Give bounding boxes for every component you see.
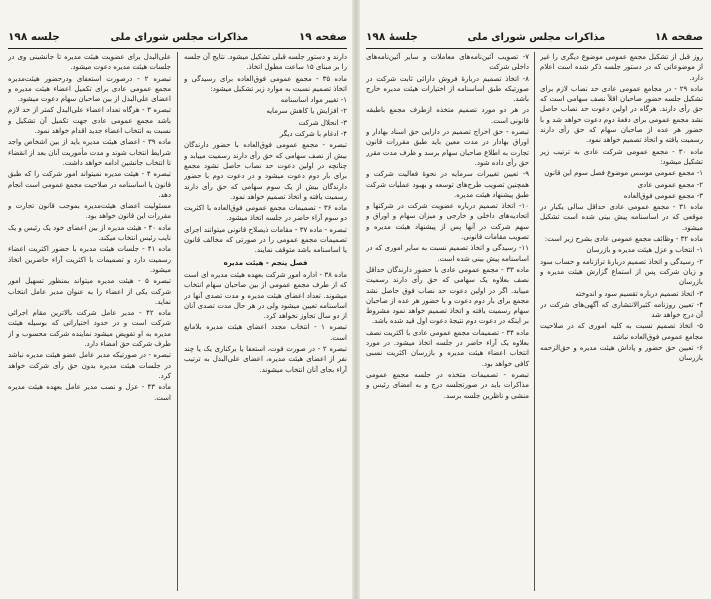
header-rule: [366, 48, 703, 49]
paragraph: در هر دو مورد تصمیم متخذه ازطرف مجمع باطبقه قانونی است.: [366, 106, 529, 125]
paragraph: تبصره - حق اخراج تصمیم در دارایی حق اسناد بهادار و اوراق بهادار در مدت معین باید طبق مقررات قانون تجارت به اطلاع صاحبان سهام برسد و ظرف مدت مقرر حق رأی داده شود.: [366, 128, 529, 167]
paragraph: ۶- تعیین حق حضور و پاداش هیئت مدیره و حق‌الزحمه بازرسان: [540, 344, 703, 363]
session-number: جلسهٔ ۱۹۸: [366, 31, 418, 43]
paragraph: ۱- تغییر مواد اساسنامه: [280, 96, 347, 105]
paragraph: تبصره - مجمع عمومی فوق‌العاده با حضور دارندگان بیش از نصف سهامی که حق رأی دارند رسمیت مییابد و چنانچه در اولین دعوت حد نصاب حاصل نشود مجمع برای بار دوم دعوت میشود و در دعوت دوم با حضور دارندگان بیش از یک سوم سهامی که حق رأی دارند رسمیت یافته و اتخاذ تصمیم خواهد نمود.: [184, 141, 347, 201]
paragraph: ۱- مجمع عمومی موسس موضوع فصل سوم این قانون: [544, 169, 703, 178]
text-column-left: [8, 52, 171, 593]
page-title: مذاکرات مجلس شورای ملی: [110, 31, 249, 43]
paragraph: ۱۱- رسیدگی و اتخاذ تصمیم نسبت به سایر اموری که در اساسنامه پیش بینی شده است.: [366, 244, 529, 263]
column-divider: [177, 52, 178, 591]
section-heading: فصل پنجم - هیئت مدیره: [223, 258, 308, 267]
paragraph: مسئولیت اعضای هیئت‌مدیره بموجب قانون تجارت و مقررات این قانون خواهد بود.: [8, 202, 171, 221]
paragraph: ۱- انتخاب و عزل هیئت مدیره و بازرسان: [586, 246, 703, 255]
paragraph: ماده ۴۰ - هیئت مدیره از بین اعضای خود یک رئیس و یک نایب رئیس انتخاب میکند.: [8, 223, 171, 243]
column-divider: [534, 52, 535, 591]
paragraph: تبصره ۳ - هرگاه تعداد اعضاء علی‌البدل کمتر از حد لازم باشد مجمع عمومی عادی جهت تکمیل آن تشکیل و نسبت به انتخاب اعضاء جدید اقدام خواهد نمود.: [8, 106, 171, 136]
paragraph: تبصره - ماده ۳۷ - مقامات ذیصلاح قانونی میتوانند اجرای تصمیمات مجمع عمومی را در صورتی که مخالف قانون یا اساسنامه باشد متوقف نمایند.: [184, 225, 347, 255]
paragraph: تبصره - در صورتیکه مدیر عامل عضو هیئت مدیره نباشد در جلسات هیئت مدیره بدون حق رأی شرکت خواهد کرد.: [8, 351, 171, 380]
paragraph: تبصره ۵ - هیئت مدیره میتواند بمنظور تسهیل امور شرکت یکی از اعضاء را به عنوان مدیر عامل انتخاب نماید.: [8, 277, 171, 306]
paragraph: ماده ۳۲ - وظائف مجمع عمومی عادی بشرح زیر است:: [544, 235, 703, 244]
paragraph: ماده ۳۰ - مجمع عمومی شرکت عادی به ترتیب زیر تشکیل میشود:: [540, 147, 703, 166]
paragraph: دارند و دستور جلسه قبلی تشکیل میشود. نتایج آن جلسه را بر مبنای ۱۵ ساعت مطول اتخاذ.: [184, 53, 347, 72]
paragraph: تبصره ۲ - درصورت استعفای ودرحضور هیئت‌مدیره مجمع عمومی عادی برای تکمیل اعضاء هیئت مدیره و اعضای علی‌البدل از بین صاحبان سهام دعوت میشود.: [8, 74, 171, 104]
paragraph: ماده ۳۳ - مجمع عمومی عادی با حضور دارندگان حداقل نصف بعلاوه یک سهامی که حق رأی دارند رسمیت مییابد. اگر در اولین دعوت حد نصاب فوق حاصل نشد مجمع برای بار دوم دعوت و با حضور هر عده از صاحبان سهام رسمیت یافته و اتخاذ تصمیم خواهد نمود مشروط بر اینکه در دعوت دوم نتیجهٔ دعوت اول قید شده باشد.: [366, 265, 529, 326]
session-number: جلسه ۱۹۸: [8, 31, 60, 43]
page-header: [8, 28, 347, 46]
paragraph: تبصره - تصمیمات متخذه در جلسه مجمع عمومی مذاکرات باید در صورتجلسه درج و به امضای رئیس و منشی و ناظرین جلسه برسد.: [366, 370, 529, 400]
paragraph: ۲- رسیدگی و اتخاذ تصمیم دربارهٔ ترازنامه و حساب سود و زیان شرکت پس از استماع گزارش هیئت مدیره و بازرسان: [540, 257, 703, 287]
paragraph: تبصره ۴ - هیئت مدیره نمیتواند امور شرکت را که طبق قانون یا اساسنامه در صلاحیت مجمع عمومی است انجام دهد.: [8, 170, 171, 199]
paragraph: ماده ۳۴ - تصمیمات مجمع عمومی عادی با اکثریت نصف بعلاوه یک آراء حاضر در جلسه اتخاذ میشود. در مورد انتخاب اعضاء هیئت مدیره و بازرسان اکثریت نسبی کافی خواهد بود.: [366, 328, 529, 368]
paragraph: روز قبل از تشکیل مجمع عمومی موضوع دیگری را غیر از موضوعاتی که در دستور جلسه ذکر شده است اعلام دارد.: [540, 53, 703, 82]
text-column-right: [540, 52, 703, 593]
paragraph: ماده ۳۵ - مجمع عمومی فوق‌العاده برای رسیدگی و اتخاذ تصمیم نسبت به موارد زیر تشکیل میشود:: [184, 74, 347, 93]
paragraph: ۳- اتخاذ تصمیم درباره تقسیم سود و اندوخته: [575, 289, 703, 298]
paragraph: ماده ۲۹ - در مجامع عمومی عادی حد نصاب لازم برای تشکیل جلسه حضور صاحبان اقلاً نصف سهامی است که حق رأی دارند. هرگاه در اولین دعوت حد نصاب حاصل نشد مجمع عمومی برای دفعهٔ دوم دعوت خواهد شد و با حضور هر عده از صاحبان سهام که حق رأی دارند رسمیت یافته و اتخاذ تصمیم خواهد نمود.: [540, 84, 703, 145]
paragraph: ۳- مجمع عمومی فوق‌العاده: [623, 191, 703, 200]
paragraph: ماده ۳۱ - مجمع عمومی عادی حداقل سالی یکبار در موقعی که در اساسنامه پیش بینی شده است تشکیل میشود.: [540, 203, 703, 232]
page-number: صفحه ۱۸: [654, 31, 703, 43]
paragraph: تبصره ۱ - انتخاب مجدد اعضای هیئت مدیره بلامانع است.: [184, 323, 347, 342]
paragraph: ماده ۳۹ - اعضای هیئت مدیره باید از بین اشخاص واجد شرایط انتخاب شوند و مدت مأموریت آنان بعد از انقضاء تا انتخاب جانشین ادامه خواهد داشت.: [8, 138, 171, 167]
paragraph: ۲- مجمع عمومی عادی: [637, 180, 703, 189]
paragraph: تبصره ۲ - در صورت فوت، استعفا یا برکناری یک یا چند نفر از اعضای هیئت مدیره، اعضای علی‌البدل به ترتیب آراء بجای آنان انتخاب میشوند.: [184, 345, 347, 374]
text-column-right: [184, 52, 347, 593]
paragraph: ماده ۳۶ - تصمیمات مجمع عمومی فوق‌العاده با اکثریت دو سوم آراء حاضر در جلسه اتخاذ میشود.: [184, 204, 347, 223]
paragraph: ۴- تعیین روزنامه کثیرالانتشاری که آگهی‌های شرکت در آن درج خواهد شد: [540, 300, 703, 320]
page-title: مذاکرات مجلس شورای ملی: [467, 31, 606, 43]
paragraph: ۴- ادغام با شرکت دیگر: [279, 130, 347, 139]
page-19: [0, 0, 355, 599]
paragraph: ۹- تعیین تغییرات سرمایه در نحوهٔ فعالیت شرکت و همچنین تصویب طرح‌های توسعه و بهبود عملیات شرکت طبق پیشنهاد هیئت مدیره.: [366, 170, 529, 199]
paragraph: ۲- افزایش یا کاهش سرمایه: [266, 107, 347, 116]
paragraph: ۷- تصویب آئین‌نامه‌های معاملات و سایر آئین‌نامه‌های داخلی شرکت: [366, 53, 529, 72]
paragraph: ۱۰- اتخاذ تصمیم درباره عضویت شرکت در شرکتها و اتحادیه‌های داخلی و خارجی و میزان سهام و اوراق و سهم شرکت در آنها پس از پیشنهاد هیئت مدیره و تصویب مقامات قانونی.: [366, 202, 529, 242]
page-header: [366, 28, 703, 46]
page-number: صفحه ۱۹: [298, 31, 347, 43]
paragraph: ۸- اتخاذ تصمیم دربارهٔ فروش دارائی ثابت شرکت در صورتیکه طبق اساسنامه از اختیارات هیئت مدیره خارج باشد.: [366, 74, 529, 104]
text-column-left: [366, 52, 529, 593]
paragraph: ۵- اتخاذ تصمیم نسبت به کلیه اموری که در صلاحیت مجامع عمومی فوق‌العاده نباشد: [540, 322, 703, 341]
paragraph: ماده ۴۲ - مدیر عامل شرکت بالاترین مقام اجرائی شرکت است و در حدود اختیاراتی که بوسیله هیئت مدیره به او تفویض میشود نماینده شرکت محسوب و از طرف شرکت حق امضاء دارد.: [8, 309, 171, 349]
paragraph: علی‌البدل برای عضویت هیئت مدیره تا جانشینی وی در جلسات هیئت مدیره دعوت میشود.: [8, 53, 171, 72]
paragraph: ۳- انحلال شرکت: [298, 118, 347, 127]
paragraph: ماده ۴۱ - جلسات هیئت مدیره با حضور اکثریت اعضاء رسمیت دارد و تصمیمات با اکثریت آراء حاضرین اتخاذ میشود.: [8, 245, 171, 274]
paragraph: ماده ۴۳ - عزل و نصب مدیر عامل بعهده هیئت مدیره است.: [8, 383, 171, 402]
paragraph: ماده ۳۸ - اداره امور شرکت بعهده هیئت مدیره ای است که از طرف مجمع عمومی از بین صاحبان سهام انتخاب میشوند. تعداد اعضای هیئت مدیره و مدت تصدی آنها در اساسنامه تعیین میشود ولی در هر حال مدت تصدی آنان از دو سال تجاوز نخواهد کرد.: [184, 270, 347, 321]
header-rule: [8, 48, 347, 49]
page-18: [358, 0, 711, 599]
